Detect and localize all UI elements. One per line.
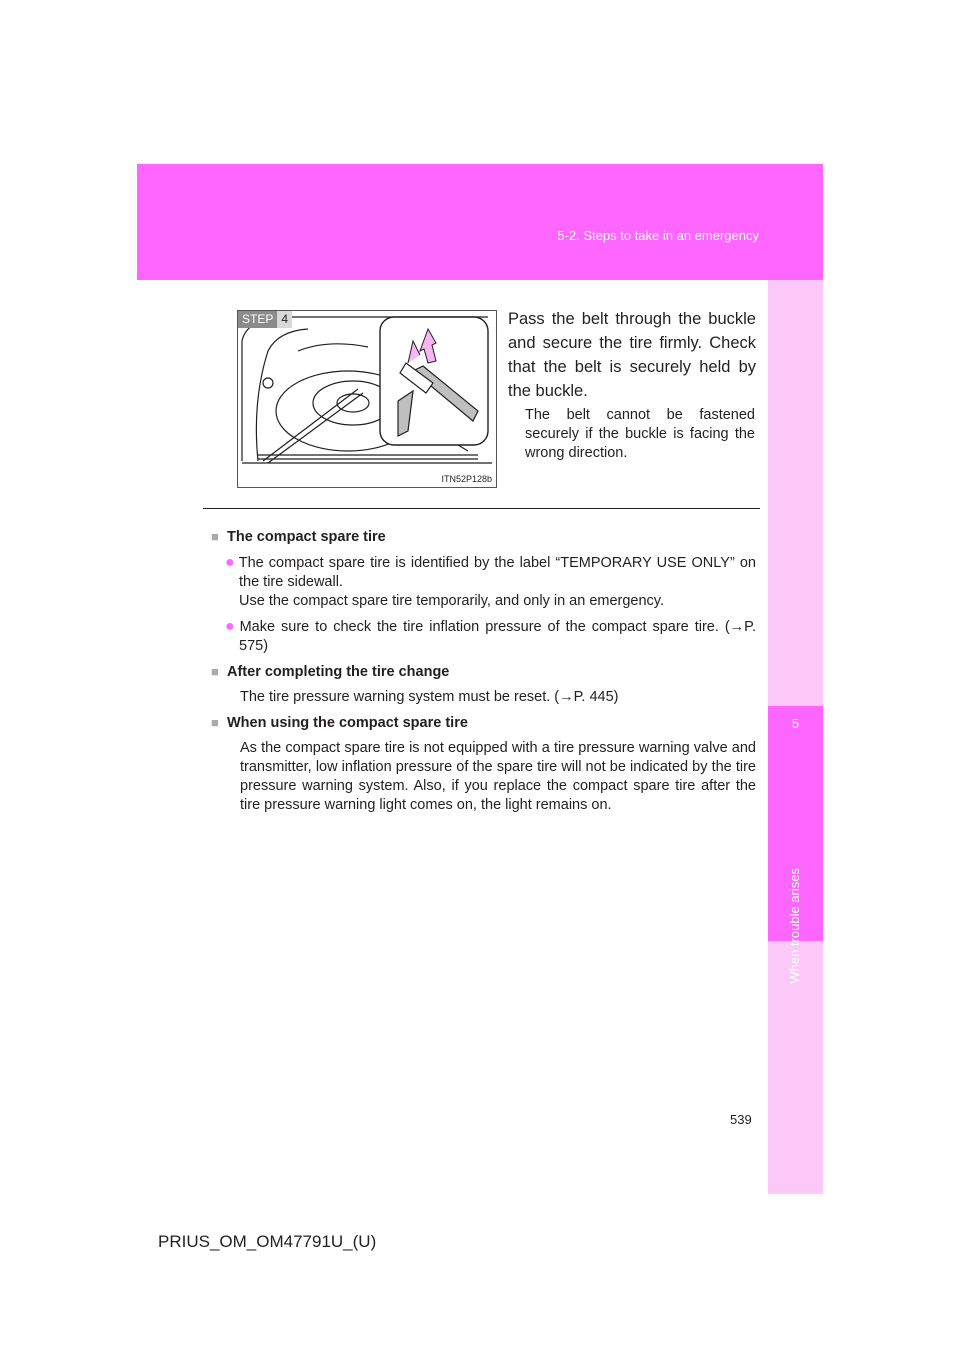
note-text-using: As the compact spare tire is not equipped with a tire pressure warning valve and transmitter, low inflation pressure of the spare tire will not be indicated by the tire pressure warning system. Also, if you replace the compact spare tire after the tire pressure warning light comes on, the light remains on. <box>240 740 756 813</box>
section-divider <box>203 508 760 509</box>
step-badge-label: STEP <box>238 311 277 328</box>
figure-code: ITN52P128b <box>441 474 492 484</box>
chapter-number: 5 <box>791 716 800 731</box>
note-heading-compact: ■ The compact spare tire <box>211 529 386 545</box>
bullet-icon: ● <box>225 618 237 635</box>
note-text-after: The tire pressure warning system must be reset. (→P. 445) <box>240 689 619 705</box>
chapter-label: When trouble arises <box>787 868 802 984</box>
spare-tire-belt-illustration <box>238 311 496 487</box>
document-code: PRIUS_OM_OM47791U_(U) <box>158 1232 377 1251</box>
page-number: 539 <box>730 1112 752 1127</box>
step-badge-number: 4 <box>277 311 292 328</box>
header-band <box>137 164 823 280</box>
step-illustration <box>237 310 497 488</box>
step-badge <box>238 311 292 328</box>
square-bullet-icon: ■ <box>211 529 219 544</box>
note-item-label: ● The compact spare tire is identified by the label “TEMPORARY USE ONLY” on the tire sidewall. Use the compact spare tire temporarily, and only in an emergency. <box>225 554 756 609</box>
step-note: The belt cannot be fastened securely if the buckle is facing the wrong direction. <box>525 407 755 461</box>
note-item-pressure: ● Make sure to check the tire inflation pressure of the compact spare tire. (→P. 575) <box>225 618 756 654</box>
note-heading-after: ■ After completing the tire change <box>211 664 450 680</box>
step-instruction: Pass the belt through the buckle and secure the tire firmly. Check that the belt is securely held by the buckle. <box>508 310 756 400</box>
square-bullet-icon: ■ <box>211 715 219 730</box>
notes-section <box>211 527 756 821</box>
note-heading-using: ■ When using the compact spare tire <box>211 715 468 731</box>
bullet-icon: ● <box>225 554 236 571</box>
section-title: 5-2. Steps to take in an emergency <box>557 228 759 243</box>
square-bullet-icon: ■ <box>211 664 219 679</box>
